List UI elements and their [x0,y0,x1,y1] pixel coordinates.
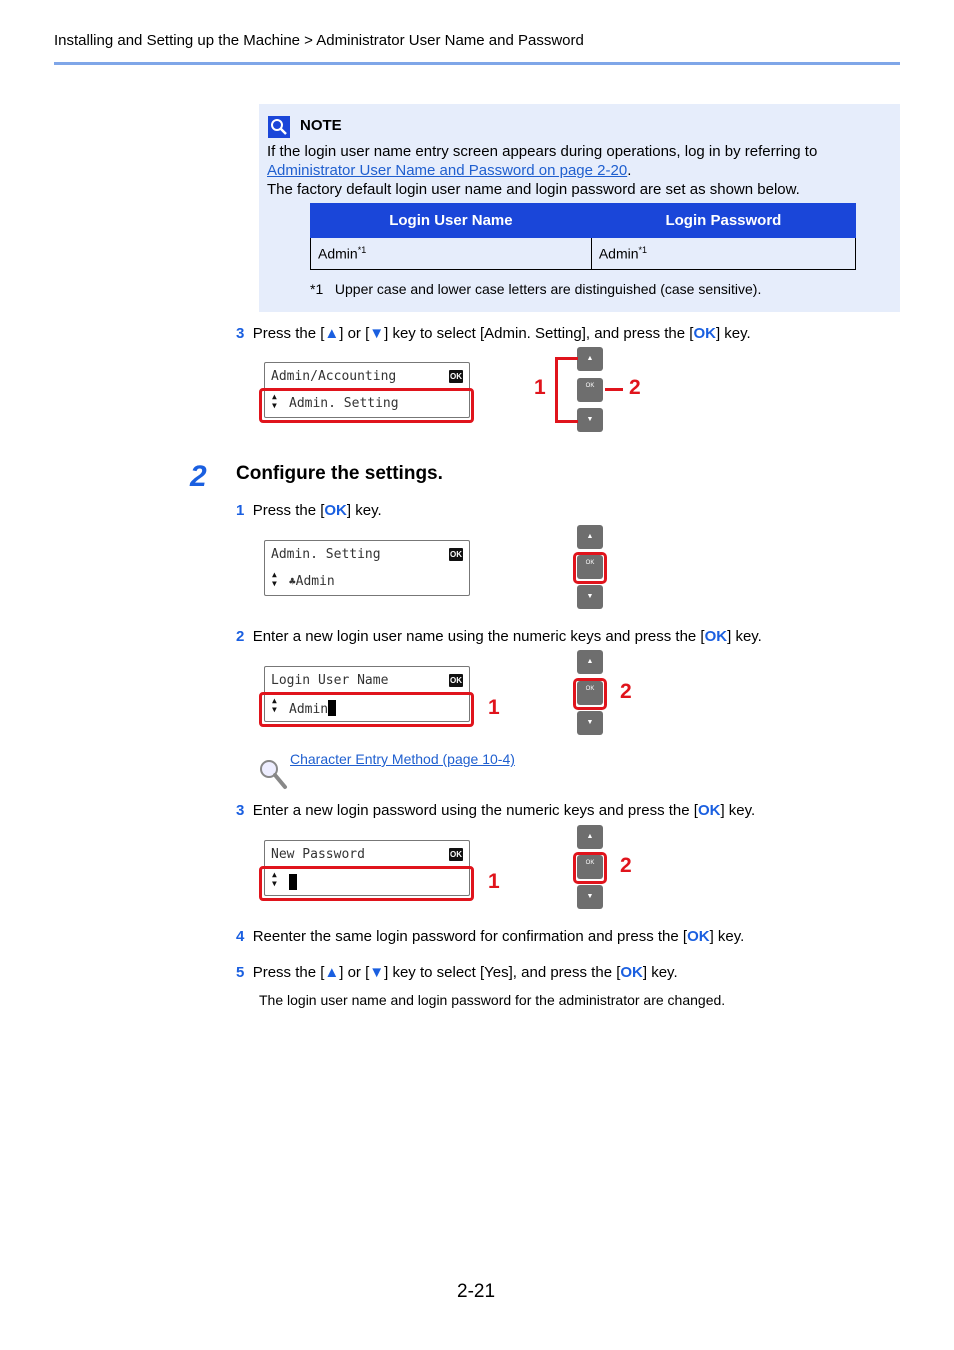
ok-badge-icon: OK [450,372,462,381]
scroll-arrows-icon: ▲ ▼ [272,570,277,588]
callout-1: 1 [488,696,500,719]
ok-key-ref: OK [693,325,716,342]
up-arrow-icon: ▲ [324,964,340,981]
down-arrow-icon: ▼ [369,325,385,342]
step-4-reenter-password [236,928,744,945]
character-entry-link[interactable]: Character Entry Method (page 10-4) [290,751,515,767]
table-row [311,238,856,270]
note-text-2 [267,161,631,180]
lcd-line-2: Admin. Setting [289,396,399,411]
breadcrumb: Installing and Setting up the Machine > Administrator User Name and Password [54,32,584,49]
lcd-line-1: Admin/Accounting [271,369,397,384]
note-icon [268,116,290,138]
step-text: ] key to select [Yes], and press the [ [384,964,621,981]
callout-1: 1 [488,870,500,893]
credentials-table [310,203,856,270]
down-arrow-icon: ▼ [369,964,385,981]
step-text: Press the [ [252,502,325,519]
ok-badge-icon: OK [450,676,462,685]
step-text: ] key. [720,802,756,819]
highlight-box [259,692,474,727]
up-key[interactable]: ▲ [577,650,603,674]
highlight-box [259,388,474,423]
step-text: ] key. [715,325,751,342]
step-2-enter-user-name [236,628,762,645]
admin-credentials-link[interactable]: Administrator User Name and Password on page 2-20 [267,162,628,179]
step-text: Press the [ [252,964,325,981]
up-key[interactable]: ▲ [577,825,603,849]
cell-user-name-value: Admin [318,245,358,262]
ok-key-ref: OK [687,928,710,945]
step-number: 1 [236,502,245,519]
up-arrow-icon: ▲ [324,325,340,342]
lcd-line-1: Login User Name [271,673,389,688]
ok-key-ref: OK [697,802,721,819]
cell-user-name [311,238,592,270]
header-rule [54,62,900,65]
cell-password [591,238,855,270]
step-1-press-ok [236,502,382,519]
result-text: The login user name and login password for the administrator are changed. [259,992,726,1008]
down-key[interactable]: ▼ [577,885,603,909]
scroll-arrows-icon: ▲ ▼ [272,392,277,410]
step-number: 2 [236,628,245,645]
up-key[interactable]: ▲ [577,525,603,549]
table-header-row [311,204,856,238]
cell-password-value: Admin [598,245,639,262]
ok-key-highlight [573,678,607,710]
ok-key[interactable]: OK [577,855,603,879]
ok-key[interactable]: OK [577,681,603,705]
ok-key-ref: OK [324,502,347,519]
step-text: ] key. [642,964,678,981]
lcd-screen [264,540,470,596]
step-text: Reenter the same login password for confirmation and press the [ [252,928,688,945]
lcd-line-1: Admin. Setting [271,547,381,562]
ok-key[interactable]: OK [577,378,603,402]
down-key[interactable]: ▼ [577,585,603,609]
user-icon: ♣ [289,575,296,588]
ok-key-ref: OK [704,628,728,645]
step-text: Enter a new login user name using the numeric keys and press the [ [252,628,705,645]
scroll-arrows-icon: ▲ ▼ [272,870,277,888]
step-number: 3 [236,325,245,342]
step-text: ] or [ [339,325,370,342]
ok-badge-icon: OK [450,850,462,859]
callout-1: 1 [534,376,546,399]
callout-2: 2 [620,854,632,877]
step-text: ] or [ [339,964,370,981]
step-text: ] key. [727,628,762,645]
ok-key-highlight [573,552,607,584]
lcd-line-1: New Password [271,847,365,862]
down-key[interactable]: ▼ [577,711,603,735]
step-3-enter-password [236,802,755,819]
header-login-user-name: Login User Name [311,204,592,238]
lcd-line-2-text: Admin [295,574,335,589]
callout-2: 2 [620,680,632,703]
step-number: 4 [236,928,245,945]
footnote-ref: *1 [638,245,648,256]
step-number: 5 [236,964,245,981]
section-title: Configure the settings. [236,463,443,484]
page-number: 2-21 [457,1281,496,1302]
step-5-select-yes [236,964,678,981]
step-number: 3 [236,802,245,819]
footnote-ref: *1 [357,245,367,256]
callout-2: 2 [629,376,641,399]
key-bracket [555,357,578,423]
step-text: ] key. [346,502,382,519]
step-3-select-admin-setting [236,325,751,342]
link-suffix: . [627,162,632,179]
highlight-box [259,866,474,901]
callout-line [605,388,623,391]
footnote [310,281,761,297]
step-text: Enter a new login password using the numeric keys and press the [ [252,802,698,819]
lcd-line-2 [289,574,335,589]
step-text: ] key. [709,928,745,945]
ok-key[interactable]: OK [577,555,603,579]
lcd-input-value: Admin [289,702,329,717]
header-login-password: Login Password [591,204,855,238]
footnote-text: Upper case and lower case letters are distinguished (case sensitive). [334,281,762,297]
down-key[interactable]: ▼ [577,408,603,432]
ok-badge-icon: OK [450,550,462,559]
magnifier-icon [258,758,288,790]
ok-key-highlight [573,852,607,884]
note-text-3: The factory default login user name and login password are set as shown below. [267,181,800,198]
ok-key-ref: OK [620,964,643,981]
note-title: NOTE [300,117,342,134]
note-text-1: If the login user name entry screen appears during operations, log in by referring to [267,143,818,160]
section-number: 2 [190,460,207,493]
scroll-arrows-icon: ▲ ▼ [272,696,277,714]
step-text: ] key to select [Admin. Setting], and press the [ [384,325,694,342]
up-key[interactable]: ▲ [577,347,603,371]
step-text: Press the [ [252,325,325,342]
footnote-mark: *1 [310,281,324,297]
